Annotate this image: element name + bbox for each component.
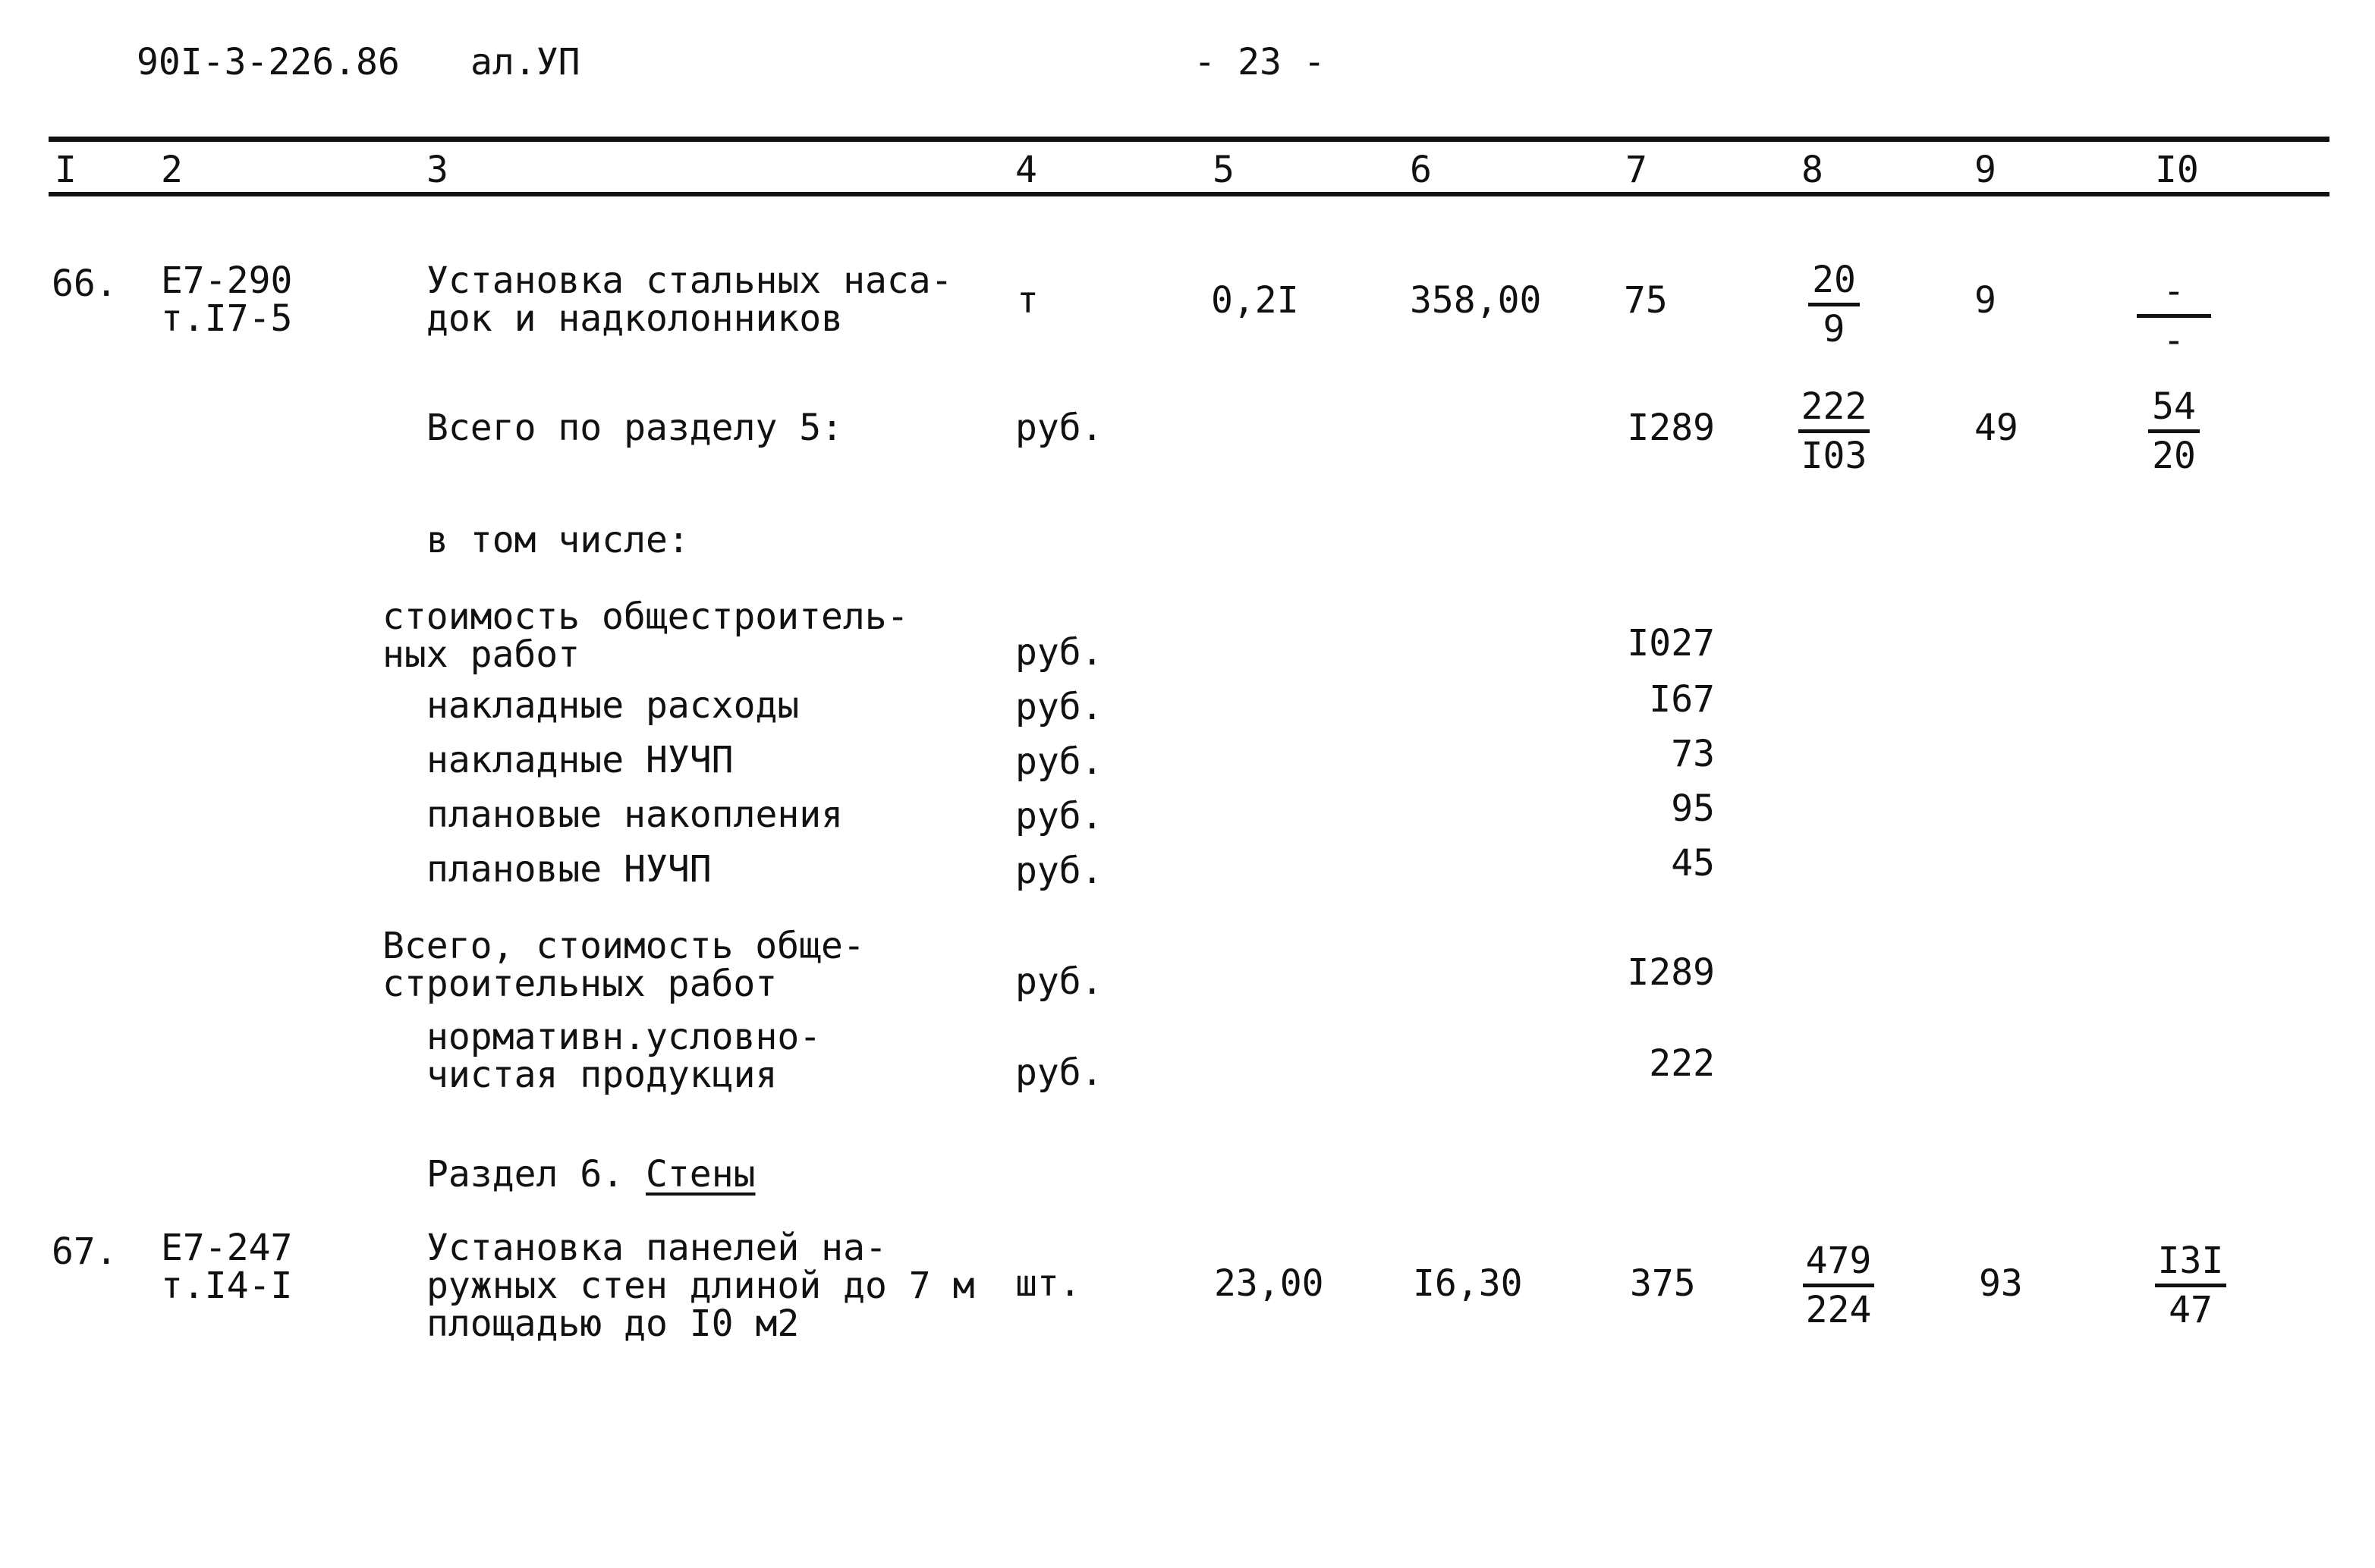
row-67-code: E7-247 т.I4-I — [161, 1227, 293, 1307]
row-66-col10-numerator: - — [2137, 273, 2211, 318]
section-5-col10-numerator: 54 — [2148, 388, 2200, 433]
section-6-prefix: Раздел 6. — [426, 1153, 624, 1196]
breakdown-label-total-construction: Всего, стоимость обще- строительных работ — [382, 925, 865, 1005]
row-67-col9: 93 — [1979, 1262, 2023, 1305]
breakdown-label-overhead-nuchp: накладные НУЧП — [426, 739, 734, 781]
including-label: в том числе: — [426, 519, 690, 561]
breakdown-label-planned-savings: плановые накопления — [426, 793, 844, 836]
breakdown-unit-overhead-nuchp: руб. — [1015, 740, 1103, 783]
section-6-heading — [426, 1153, 756, 1196]
row-66-col8-denominator: 9 — [1823, 308, 1845, 350]
album-label: ал.УП — [470, 41, 580, 83]
column-header-3: 3 — [426, 149, 448, 191]
section-5-col8-denominator: I03 — [1801, 435, 1867, 477]
breakdown-unit-planned-savings: руб. — [1015, 795, 1103, 837]
section-5-total-label: Всего по разделу 5: — [426, 407, 844, 449]
section-5-col8-fraction — [1785, 385, 1883, 477]
breakdown-value-construction: I027 — [1627, 622, 1715, 665]
breakdown-unit-planned-nuchp: руб. — [1015, 850, 1103, 892]
breakdown-value-total-construction: I289 — [1627, 951, 1715, 994]
row-66-col9: 9 — [1974, 279, 1996, 322]
row-67-col10-fraction — [2141, 1240, 2240, 1331]
breakdown-value-planned-nuchp: 45 — [1671, 842, 1715, 885]
section-5-col9: 49 — [1974, 407, 2018, 449]
row-67-unit: шт. — [1015, 1262, 1081, 1305]
table-header-rule — [49, 192, 2329, 196]
breakdown-unit-total-construction: руб. — [1015, 960, 1103, 1003]
section-5-col8-numerator: 222 — [1798, 388, 1870, 433]
row-66-col10-fraction — [2125, 270, 2223, 362]
column-header-6: 6 — [1410, 149, 1432, 191]
column-header-7: 7 — [1625, 149, 1647, 191]
row-67-col8-fraction — [1789, 1240, 1888, 1331]
column-header-5: 5 — [1213, 149, 1235, 191]
document-code: 90I-3-226.86 — [137, 41, 400, 83]
breakdown-label-net-product: нормативн.условно- чистая продукция — [426, 1016, 822, 1096]
row-66-col10-denominator: - — [2163, 319, 2185, 362]
row-67-quantity: 23,00 — [1214, 1262, 1324, 1305]
column-header-4: 4 — [1015, 149, 1037, 191]
row-66-col8-numerator: 20 — [1808, 262, 1860, 306]
breakdown-value-overhead-nuchp: 73 — [1671, 733, 1715, 775]
row-67-col10-denominator: 47 — [2169, 1289, 2213, 1331]
row-67-col10-numerator: I3I — [2155, 1243, 2227, 1287]
row-66-unit-price: 358,00 — [1410, 279, 1542, 322]
row-67-unit-price: I6,30 — [1413, 1262, 1523, 1305]
table-top-rule — [49, 137, 2329, 142]
breakdown-unit-overhead: руб. — [1015, 686, 1103, 728]
row-66-number: 66. — [52, 262, 118, 305]
row-67-number: 67. — [52, 1230, 118, 1273]
section-5-total-value: I289 — [1627, 407, 1715, 449]
section-5-total-unit: руб. — [1015, 407, 1103, 449]
column-header-1: I — [55, 149, 77, 191]
row-66-col8-fraction — [1785, 259, 1883, 350]
row-66-quantity: 0,2I — [1211, 279, 1299, 322]
row-67-description: Установка панелей на- ружных стен длиной до 7 м площадью до I0 м2 — [426, 1227, 975, 1345]
section-5-col10-fraction — [2125, 385, 2223, 477]
section-6-title: Стены — [646, 1153, 756, 1196]
row-67-col8-denominator: 224 — [1805, 1289, 1872, 1331]
breakdown-label-planned-nuchp: плановые НУЧП — [426, 848, 712, 891]
breakdown-unit-construction: руб. — [1015, 631, 1103, 674]
page-number: - 23 - — [1194, 41, 1326, 83]
breakdown-value-planned-savings: 95 — [1671, 787, 1715, 830]
row-66-total: 75 — [1624, 279, 1668, 322]
row-67-col8-numerator: 479 — [1803, 1243, 1875, 1287]
breakdown-value-overhead: I67 — [1649, 678, 1715, 721]
breakdown-label-construction: стоимость общестроитель- ных работ — [382, 595, 909, 676]
row-67-total: 375 — [1630, 1262, 1696, 1305]
column-header-2: 2 — [161, 149, 183, 191]
column-header-10: I0 — [2155, 149, 2199, 191]
row-66-code: E7-290 т.I7-5 — [161, 259, 293, 340]
column-header-8: 8 — [1801, 149, 1823, 191]
section-5-col10-denominator: 20 — [2152, 435, 2196, 477]
row-66-unit: т — [1017, 279, 1039, 322]
breakdown-value-net-product: 222 — [1649, 1042, 1715, 1085]
breakdown-label-overhead: накладные расходы — [426, 684, 800, 727]
row-66-description: Установка стальных наса- док и надколонников — [426, 259, 953, 340]
breakdown-unit-net-product: руб. — [1015, 1051, 1103, 1094]
column-header-9: 9 — [1974, 149, 1996, 191]
